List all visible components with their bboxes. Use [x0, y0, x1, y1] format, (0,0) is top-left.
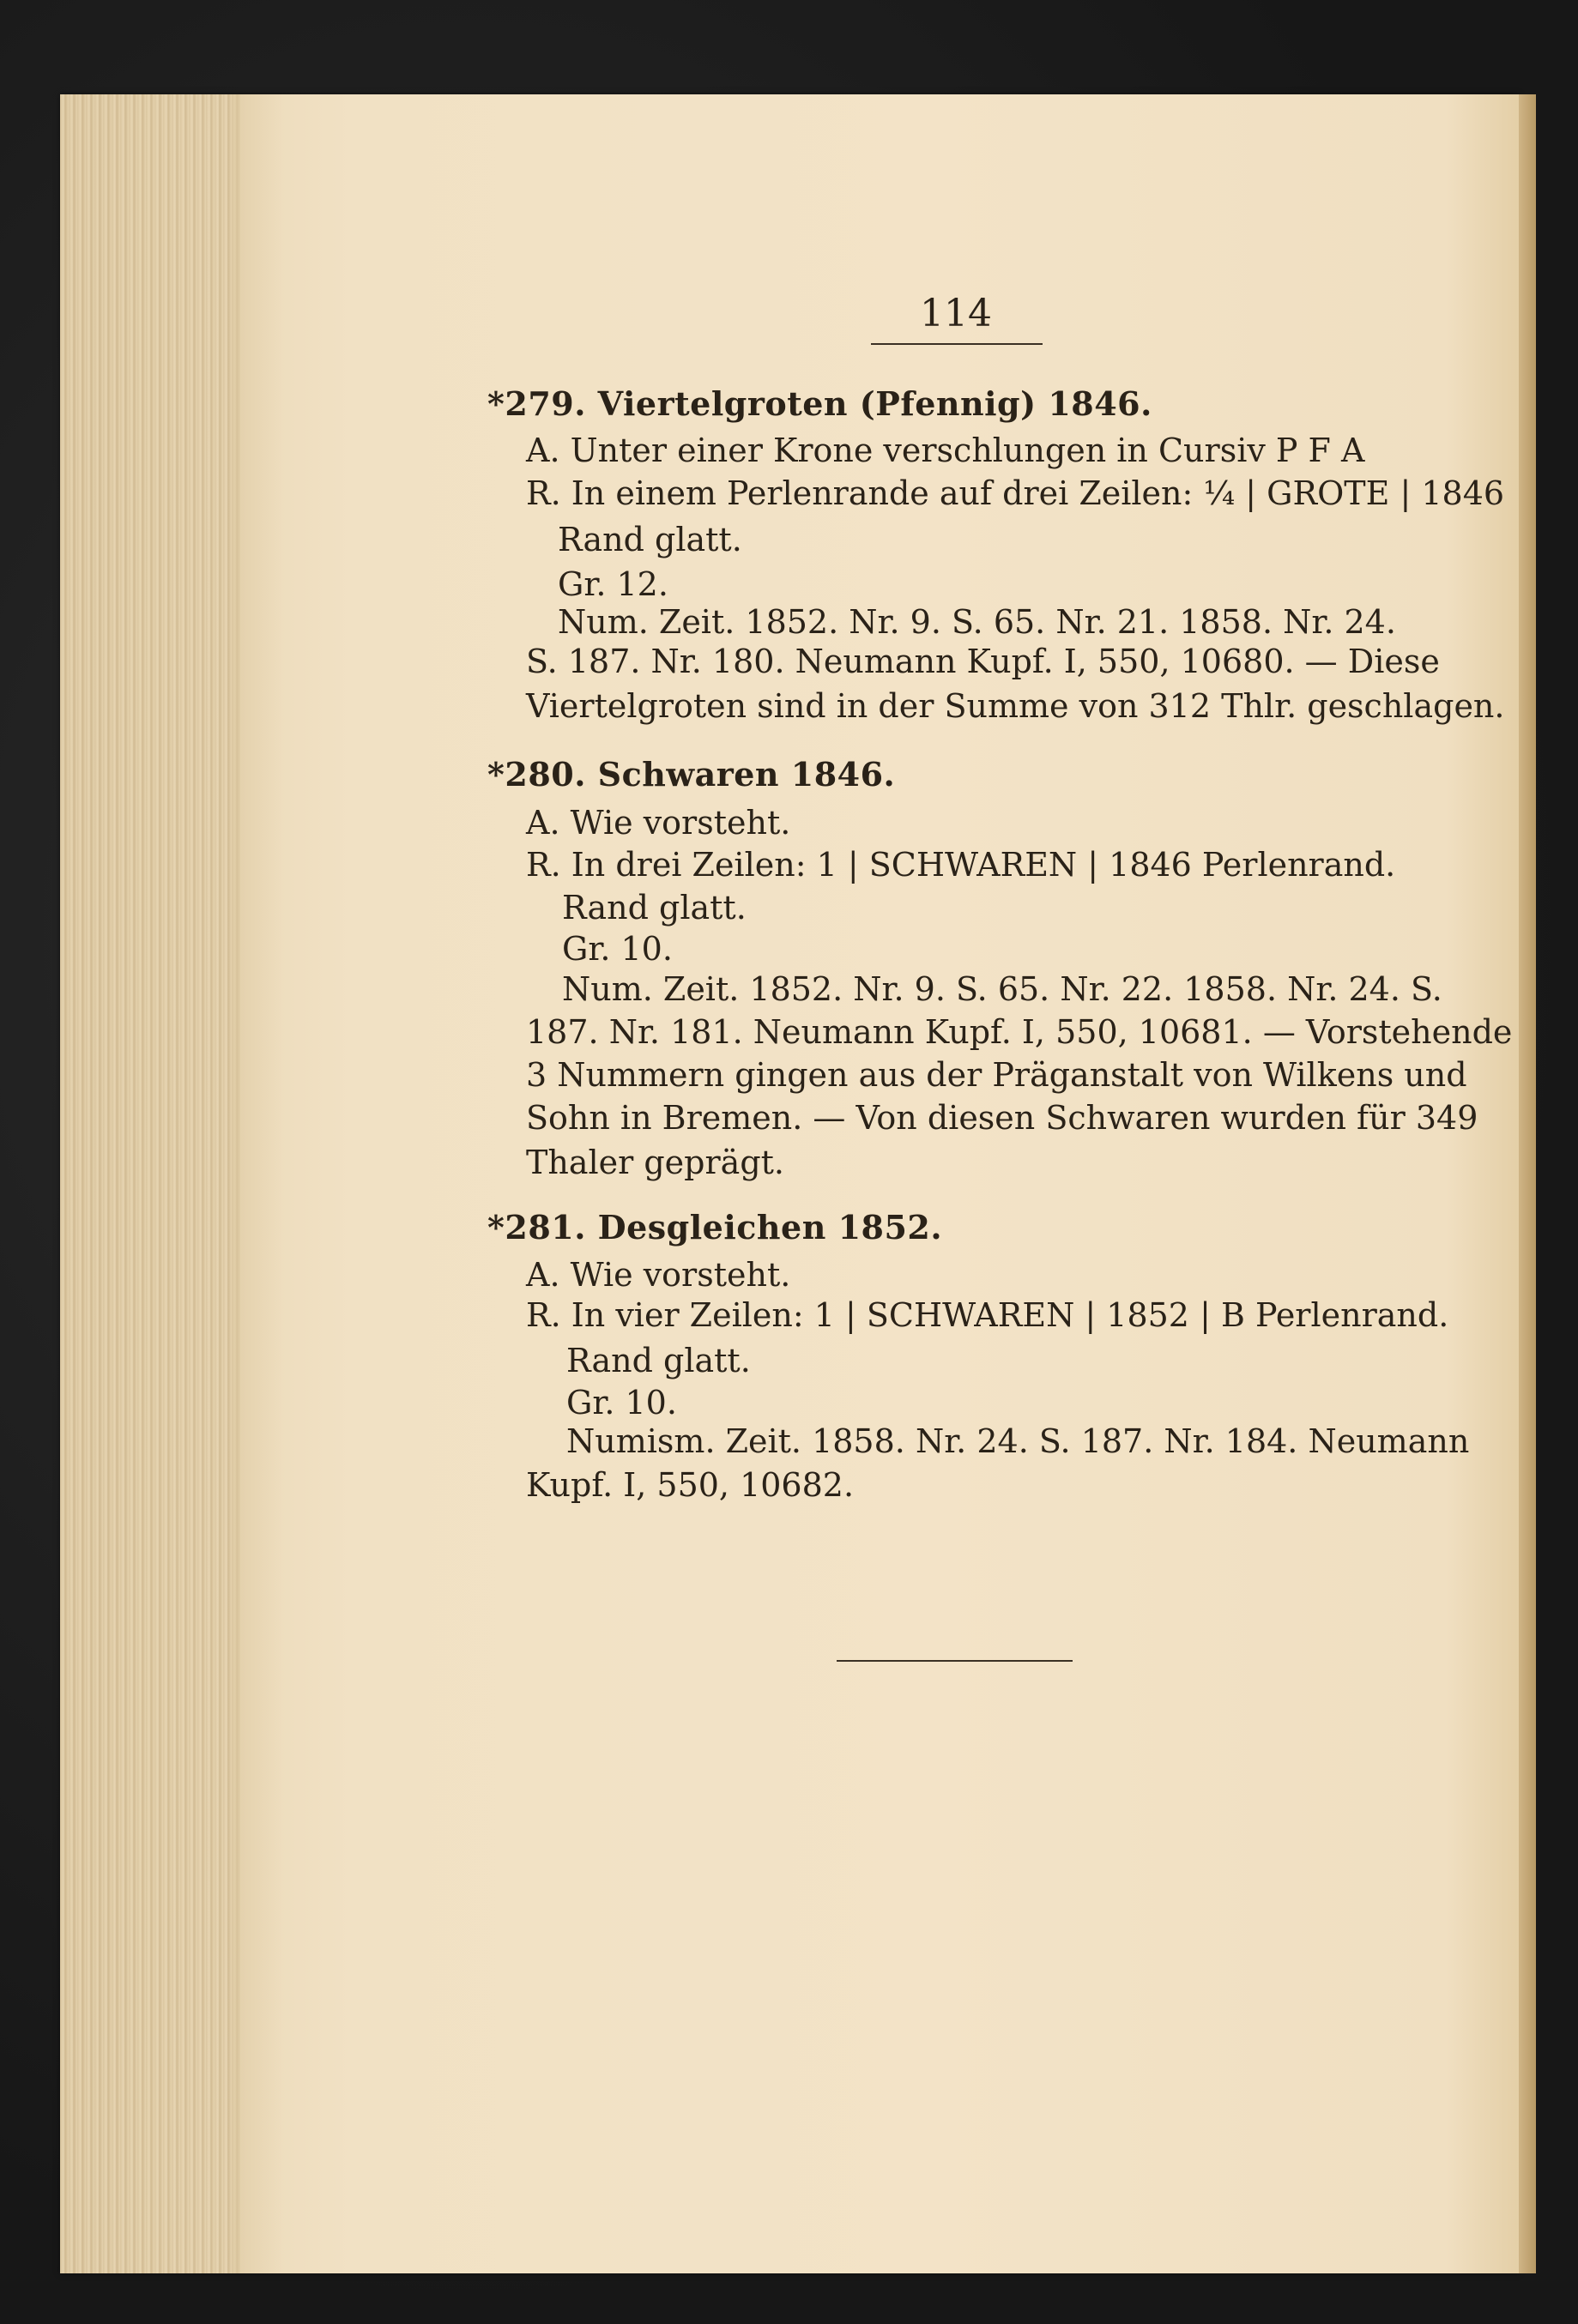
entry-line: Num. Zeit. 1852. Nr. 9. S. 65. Nr. 22. 1858. Nr. 24. S.	[562, 970, 1442, 1008]
entry-line: A. Wie vorsteht.	[526, 1256, 791, 1294]
entry-line: Sohn in Bremen. — Von diesen Schwaren wurden für 349	[526, 1099, 1478, 1137]
page-number-rule	[871, 343, 1043, 345]
entry-line: R. In drei Zeilen: 1 | SCHWAREN | 1846 Perlenrand.	[526, 846, 1396, 884]
entry-line: Num. Zeit. 1852. Nr. 9. S. 65. Nr. 21. 1858. Nr. 24.	[558, 603, 1396, 641]
entry-line: R. In vier Zeilen: 1 | SCHWAREN | 1852 | B Perlenrand.	[526, 1296, 1449, 1334]
entry-line: A. Wie vorsteht.	[526, 804, 791, 842]
entry-heading: *280. Schwaren 1846.	[487, 755, 896, 794]
entry-line: Thaler geprägt.	[526, 1144, 784, 1181]
entry-line: Numism. Zeit. 1858. Nr. 24. S. 187. Nr. 184. Neumann	[566, 1422, 1470, 1460]
entry-line: R. In einem Perlenrande auf drei Zeilen: ¼ | GROTE | 1846	[526, 474, 1505, 512]
entry-line: Rand glatt.	[558, 521, 742, 558]
entry-line: A. Unter einer Krone verschlungen in Cursiv P F A	[526, 432, 1365, 469]
entry-line: Viertelgroten sind in der Summe von 312 Thlr. geschlagen.	[526, 687, 1505, 725]
entry-line: Rand glatt.	[566, 1342, 751, 1379]
entry-line: Rand glatt.	[562, 889, 747, 927]
entry-line: S. 187. Nr. 180. Neumann Kupf. I, 550, 10680. — Diese	[526, 643, 1440, 680]
page-number: 114	[920, 292, 992, 335]
entry-line: 187. Nr. 181. Neumann Kupf. I, 550, 10681. — Vorstehende	[526, 1013, 1513, 1051]
entry-heading: *281. Desgleichen 1852.	[487, 1208, 943, 1247]
entry-line: Gr. 10.	[566, 1384, 677, 1422]
entry-line: Kupf. I, 550, 10682.	[526, 1466, 855, 1504]
end-rule	[837, 1660, 1073, 1662]
entry-line: 3 Nummern gingen aus der Präganstalt von Wilkens und	[526, 1056, 1467, 1094]
entry-heading: *279. Viertelgroten (Pfennig) 1846.	[487, 384, 1152, 423]
entry-line: Gr. 10.	[562, 930, 673, 968]
entry-line: Gr. 12.	[558, 565, 668, 603]
